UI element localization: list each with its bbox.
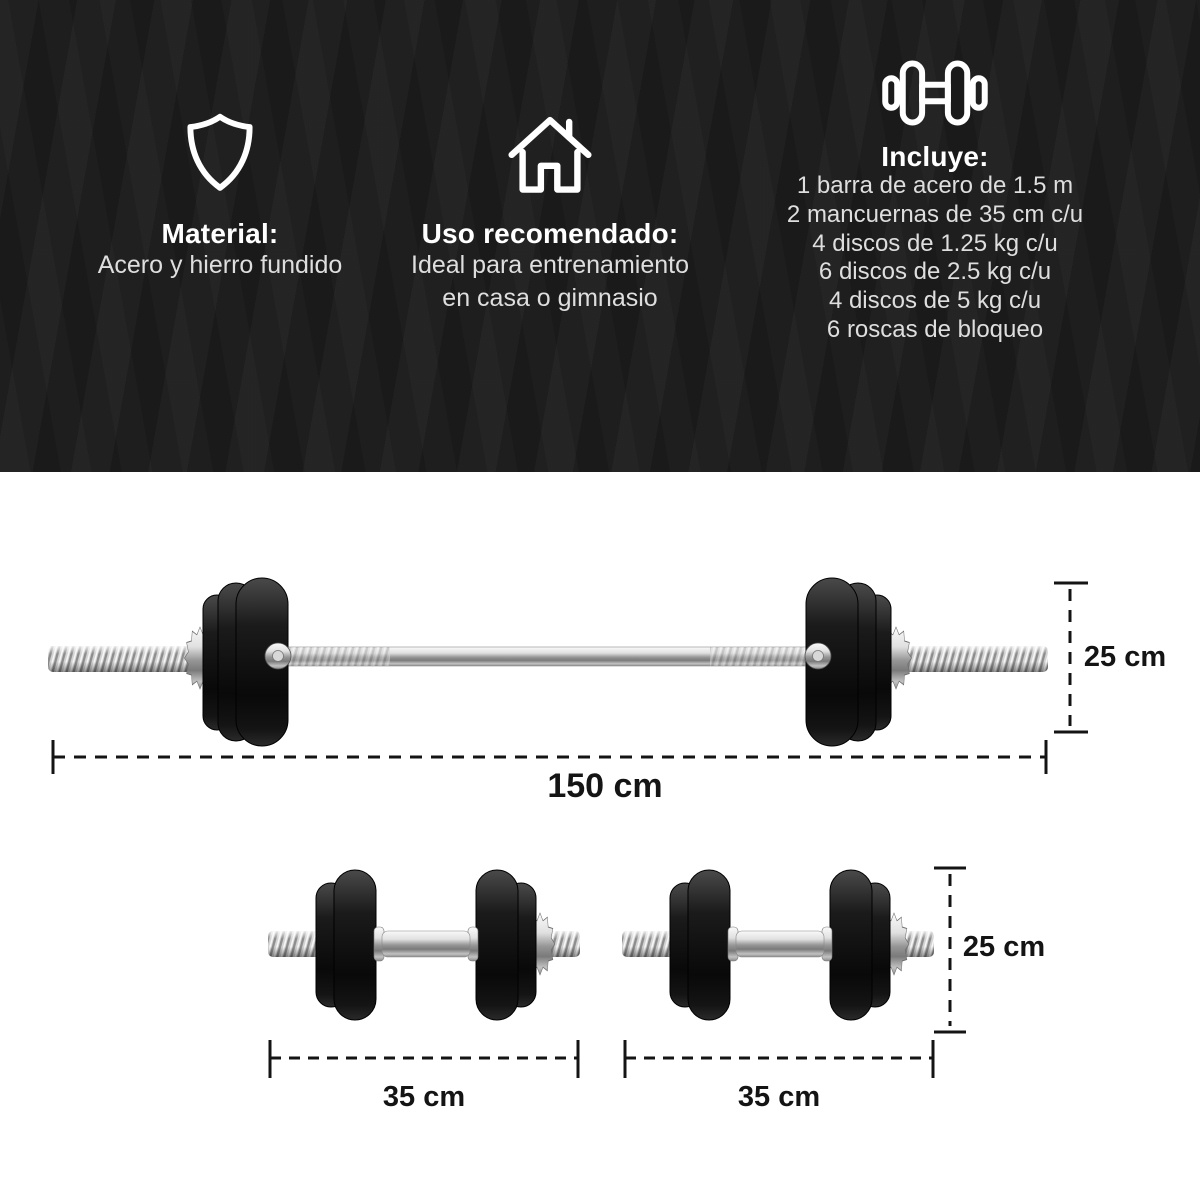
dumbbell-right-length-dimension [625,1040,933,1078]
dumbbell-right-illustration [622,870,934,1020]
equipment-diagram [0,472,1200,1200]
feature-line: Acero y hierro fundido [97,251,343,279]
feature-title: Incluye: [881,141,989,172]
feature-line: 4 discos de 5 kg c/u [828,287,1042,315]
feature-line: 6 discos de 2.5 kg c/u [818,258,1052,286]
feature-line: 2 mancuernas de 35 cm c/u [786,200,1084,228]
feature-line: en casa o gimnasio [442,284,658,312]
header-section [0,0,1200,472]
dumbbell-right-length-label: 35 cm [737,1081,821,1113]
feature-line: 1 barra de acero de 1.5 m [796,172,1074,199]
shield-icon [183,111,257,195]
dumbbell-height-label: 25 cm [962,931,1046,963]
feature-incluye [745,58,1125,345]
dumbbell-left-length-label: 35 cm [382,1081,466,1113]
feature-title: Uso recomendado: [421,218,679,249]
house-icon [504,111,596,195]
barbell-height-label: 25 cm [1083,641,1167,673]
feature-line: Ideal para entrenamiento [411,251,689,279]
feature-line: 4 discos de 1.25 kg c/u [812,229,1058,257]
feature-uso [395,111,705,315]
barbell-illustration [48,578,1048,746]
dumbbell-left-length-dimension [270,1040,578,1078]
barbell-length-label: 150 cm [547,767,663,805]
feature-line: 6 roscas de bloqueo [826,315,1044,343]
diagram-section [0,472,1200,1200]
feature-title: Material: [161,218,279,249]
dumbbell-icon [879,58,991,128]
feature-material [70,111,370,282]
dumbbell-left-illustration [268,870,580,1020]
